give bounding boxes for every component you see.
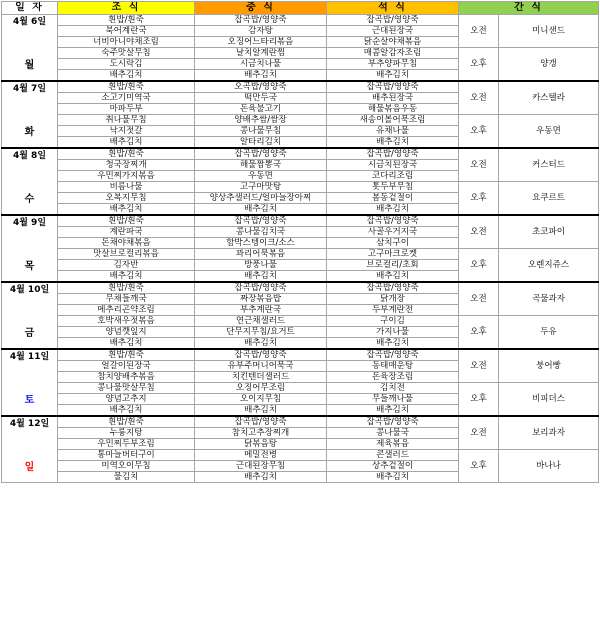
lunch-item: 닭볶음탕	[195, 439, 327, 450]
dinner-item: 배추김치	[327, 338, 459, 350]
weekday-label: 일	[24, 462, 35, 473]
snack-pm-label: 오후	[459, 316, 499, 350]
table-row	[2, 416, 599, 428]
lunch-item: 오징어느타리볶음	[195, 37, 327, 48]
table-row	[2, 249, 599, 260]
dinner-item: 해물볶음우동	[327, 104, 459, 115]
dinner-item: 상추겉절이	[327, 461, 459, 472]
dinner-item: 가지나물	[327, 327, 459, 338]
dinner-item: 배추김치	[327, 472, 459, 483]
date-cell	[2, 282, 58, 349]
table-row	[2, 349, 599, 361]
table-row	[2, 115, 599, 126]
breakfast-item: 돈채야채볶음	[58, 238, 195, 249]
breakfast-item: 누룽지탕	[58, 428, 195, 439]
table-row	[2, 215, 599, 227]
dinner-item: 잡곡밥/영양죽	[327, 148, 459, 160]
dinner-item: 매콤알감자조림	[327, 48, 459, 59]
lunch-item: 잡곡밥/영양죽	[195, 148, 327, 160]
date-cell	[2, 416, 58, 483]
dinner-item: 제육볶음	[327, 439, 459, 450]
lunch-item: 꽈리어묵볶음	[195, 249, 327, 260]
lunch-item: 단무지무침/요거트	[195, 327, 327, 338]
dinner-item: 고구마크로켓	[327, 249, 459, 260]
dinner-item: 잡곡밥/영양죽	[327, 15, 459, 26]
dinner-item: 닭개장	[327, 294, 459, 305]
dinner-item: 김치전	[327, 383, 459, 394]
dinner-item: 두부계란전	[327, 305, 459, 316]
date-cell	[2, 81, 58, 148]
snack-am-item: 미니샌드	[499, 15, 599, 48]
dinner-item: 콩나물국	[327, 428, 459, 439]
dinner-item: 콘샐러드	[327, 450, 459, 461]
snack-am-item: 커스터드	[499, 148, 599, 182]
dinner-item: 잡곡밥/영양죽	[327, 282, 459, 294]
weekday-label: 토	[24, 395, 35, 406]
lunch-item: 감자탕	[195, 26, 327, 37]
lunch-item: 함박스텡이크/소스	[195, 238, 327, 249]
breakfast-item: 물김치	[58, 472, 195, 483]
breakfast-item: 김자반	[58, 260, 195, 271]
dinner-item: 유채나물	[327, 126, 459, 137]
breakfast-item: 흰밥/흰죽	[58, 148, 195, 160]
dinner-item: 톳두부무침	[327, 182, 459, 193]
lunch-item: 잡곡밥/영양죽	[195, 416, 327, 428]
snack-am-label: 오전	[459, 215, 499, 249]
breakfast-item: 배추김치	[58, 271, 195, 283]
breakfast-item: 양념깻잎지	[58, 327, 195, 338]
snack-pm-label: 오후	[459, 182, 499, 216]
header-snack: 간 식	[459, 2, 599, 15]
lunch-item: 양배추쌈/쌈장	[195, 115, 327, 126]
dinner-item: 근대된장국	[327, 26, 459, 37]
table-row	[2, 450, 599, 461]
snack-pm-item: 오렌지쥬스	[499, 249, 599, 283]
date-label: 4월 12일	[9, 419, 50, 429]
weekday-label: 화	[24, 127, 35, 138]
lunch-item: 오이지무침	[195, 394, 327, 405]
dinner-item: 잡곡밥/영양죽	[327, 215, 459, 227]
date-label: 4월 9일	[12, 218, 47, 228]
lunch-item: 떡만두국	[195, 93, 327, 104]
lunch-item: 알타리김치	[195, 137, 327, 149]
lunch-item: 배추김치	[195, 338, 327, 350]
date-label: 4월 11일	[9, 352, 50, 362]
lunch-item: 근대된장무침	[195, 461, 327, 472]
lunch-item: 짜장볶음밥	[195, 294, 327, 305]
dinner-item: 닭순살야채볶음	[327, 37, 459, 48]
snack-pm-label: 오후	[459, 383, 499, 417]
breakfast-item: 배추김치	[58, 204, 195, 216]
lunch-item: 연근채샐러드	[195, 316, 327, 327]
breakfast-item: 흰밥/흰죽	[58, 81, 195, 93]
dinner-item: 돈육장조림	[327, 372, 459, 383]
weekday-label: 수	[24, 194, 35, 205]
breakfast-item: 맛살브로컬리볶음	[58, 249, 195, 260]
table-row	[2, 48, 599, 59]
lunch-item: 잡곡밥/영양죽	[195, 15, 327, 26]
table-row	[2, 316, 599, 327]
snack-am-item: 초코파이	[499, 215, 599, 249]
weekday-label: 금	[24, 328, 35, 339]
table-row	[2, 148, 599, 160]
lunch-item: 배추김치	[195, 472, 327, 483]
snack-am-item: 카스텔라	[499, 81, 599, 115]
breakfast-item: 계란파국	[58, 227, 195, 238]
dinner-item: 브로컬리/초회	[327, 260, 459, 271]
lunch-item: 참치고추장찌개	[195, 428, 327, 439]
snack-pm-item: 바나나	[499, 450, 599, 483]
table-row	[2, 182, 599, 193]
snack-pm-label: 오후	[459, 450, 499, 483]
dinner-item: 배추김치	[327, 405, 459, 417]
breakfast-item: 낙지젓갈	[58, 126, 195, 137]
dinner-item: 동태매운탕	[327, 361, 459, 372]
breakfast-item: 북어계란국	[58, 26, 195, 37]
dinner-item: 잡곡밥/영양죽	[327, 349, 459, 361]
header-date: 일 자	[2, 2, 58, 15]
lunch-item: 배추김치	[195, 405, 327, 417]
breakfast-item: 얼갈이된장국	[58, 361, 195, 372]
breakfast-item: 우민찌가지볶음	[58, 171, 195, 182]
breakfast-item: 배추김치	[58, 338, 195, 350]
date-cell	[2, 349, 58, 416]
lunch-item: 잡곡밥/영양죽	[195, 215, 327, 227]
lunch-item: 잡곡밥/영양죽	[195, 282, 327, 294]
lunch-item: 시금치나물	[195, 59, 327, 70]
breakfast-item: 배추김치	[58, 137, 195, 149]
snack-pm-item: 비피더스	[499, 383, 599, 417]
lunch-item: 콩나물김치국	[195, 227, 327, 238]
breakfast-item: 콩나물맛살무침	[58, 383, 195, 394]
lunch-item: 치킨텐더샐러드	[195, 372, 327, 383]
lunch-item: 우동면	[195, 171, 327, 182]
table-row	[2, 282, 599, 294]
snack-am-label: 오전	[459, 416, 499, 450]
header-row	[2, 2, 599, 15]
date-cell	[2, 15, 58, 82]
dinner-item: 새송이볼어묵조림	[327, 115, 459, 126]
breakfast-item: 미역오이무침	[58, 461, 195, 472]
breakfast-item: 배추김치	[58, 70, 195, 82]
breakfast-item: 메추리곤약조림	[58, 305, 195, 316]
table-row	[2, 15, 599, 26]
lunch-item: 오곡밥/영양죽	[195, 81, 327, 93]
dinner-item: 배추김치	[327, 204, 459, 216]
snack-pm-label: 오후	[459, 249, 499, 283]
breakfast-item: 흰밥/흰죽	[58, 15, 195, 26]
snack-pm-item: 요쿠르트	[499, 182, 599, 216]
breakfast-item: 청국장찌개	[58, 160, 195, 171]
breakfast-item: 호박새우젓볶음	[58, 316, 195, 327]
snack-am-label: 오전	[459, 81, 499, 115]
date-cell	[2, 148, 58, 215]
lunch-item: 오징어무조림	[195, 383, 327, 394]
breakfast-item: 도시락김	[58, 59, 195, 70]
table-row	[2, 383, 599, 394]
snack-am-label: 오전	[459, 282, 499, 316]
dinner-item: 배추김치	[327, 271, 459, 283]
date-label: 4월 10일	[9, 285, 50, 295]
dinner-item: 코다리조림	[327, 171, 459, 182]
header-lunch: 중 식	[195, 2, 327, 15]
breakfast-item: 우민찌두부조림	[58, 439, 195, 450]
snack-pm-item: 두유	[499, 316, 599, 350]
lunch-item: 배추김치	[195, 70, 327, 82]
breakfast-item: 배추김치	[58, 405, 195, 417]
dinner-item: 시금치된장국	[327, 160, 459, 171]
breakfast-item: 오복지무침	[58, 193, 195, 204]
breakfast-item: 통마늘버터구이	[58, 450, 195, 461]
lunch-item: 해물짬뽕국	[195, 160, 327, 171]
dinner-item: 부추양파무침	[327, 59, 459, 70]
lunch-item: 고구마맛탕	[195, 182, 327, 193]
dinner-item: 배추김치	[327, 70, 459, 82]
header-dinner: 석 식	[327, 2, 459, 15]
lunch-item: 돈육불고기	[195, 104, 327, 115]
breakfast-item: 소고기미역국	[58, 93, 195, 104]
table-row	[2, 81, 599, 93]
breakfast-item: 흰밥/흰죽	[58, 215, 195, 227]
lunch-item: 배추김치	[195, 271, 327, 283]
breakfast-item: 숙주맛살무침	[58, 48, 195, 59]
dinner-item: 무들깨나물	[327, 394, 459, 405]
date-cell	[2, 215, 58, 282]
lunch-item: 유부주머니어묵국	[195, 361, 327, 372]
dinner-item: 사골우거지국	[327, 227, 459, 238]
breakfast-item: 흰밥/흰죽	[58, 349, 195, 361]
breakfast-item: 참치양배추볶음	[58, 372, 195, 383]
dinner-item: 배추김치	[327, 137, 459, 149]
breakfast-item: 무채들깨국	[58, 294, 195, 305]
weekly-meal-menu-table	[1, 1, 599, 483]
breakfast-item: 취나물무침	[58, 115, 195, 126]
snack-pm-label: 오후	[459, 115, 499, 149]
lunch-item: 콩나물무침	[195, 126, 327, 137]
date-label: 4월 6일	[12, 17, 47, 27]
weekday-label: 월	[24, 60, 35, 71]
lunch-item: 날치알계란찜	[195, 48, 327, 59]
lunch-item: 배추김치	[195, 204, 327, 216]
dinner-item: 봄동겉절이	[327, 193, 459, 204]
breakfast-item: 비름나물	[58, 182, 195, 193]
snack-am-item: 곡물과자	[499, 282, 599, 316]
breakfast-item: 양념고추지	[58, 394, 195, 405]
snack-am-label: 오전	[459, 15, 499, 48]
breakfast-item: 흰밥/흰죽	[58, 282, 195, 294]
date-label: 4월 8일	[12, 151, 47, 161]
snack-am-item: 보리과자	[499, 416, 599, 450]
breakfast-item: 흰밥/흰죽	[58, 416, 195, 428]
breakfast-item: 너비아니야채조림	[58, 37, 195, 48]
lunch-item: 부추계란국	[195, 305, 327, 316]
dinner-item: 배추된장국	[327, 93, 459, 104]
snack-am-label: 오전	[459, 349, 499, 383]
snack-pm-label: 오후	[459, 48, 499, 82]
dinner-item: 잡곡밥/영양죽	[327, 416, 459, 428]
header-breakfast: 조 식	[58, 2, 195, 15]
dinner-item: 구이김	[327, 316, 459, 327]
date-label: 4월 7일	[12, 84, 47, 94]
lunch-item: 잡곡밥/영양죽	[195, 349, 327, 361]
lunch-item: 메밀전병	[195, 450, 327, 461]
dinner-item: 삼치구이	[327, 238, 459, 249]
snack-pm-item: 양갱	[499, 48, 599, 82]
snack-am-label: 오전	[459, 148, 499, 182]
lunch-item: 양상추샐러드/얼마늘장아찌	[195, 193, 327, 204]
lunch-item: 방풍나물	[195, 260, 327, 271]
snack-pm-item: 우동면	[499, 115, 599, 149]
breakfast-item: 마파두부	[58, 104, 195, 115]
snack-am-item: 붕어빵	[499, 349, 599, 383]
weekday-label: 목	[24, 261, 35, 272]
dinner-item: 잡곡밥/영양죽	[327, 81, 459, 93]
